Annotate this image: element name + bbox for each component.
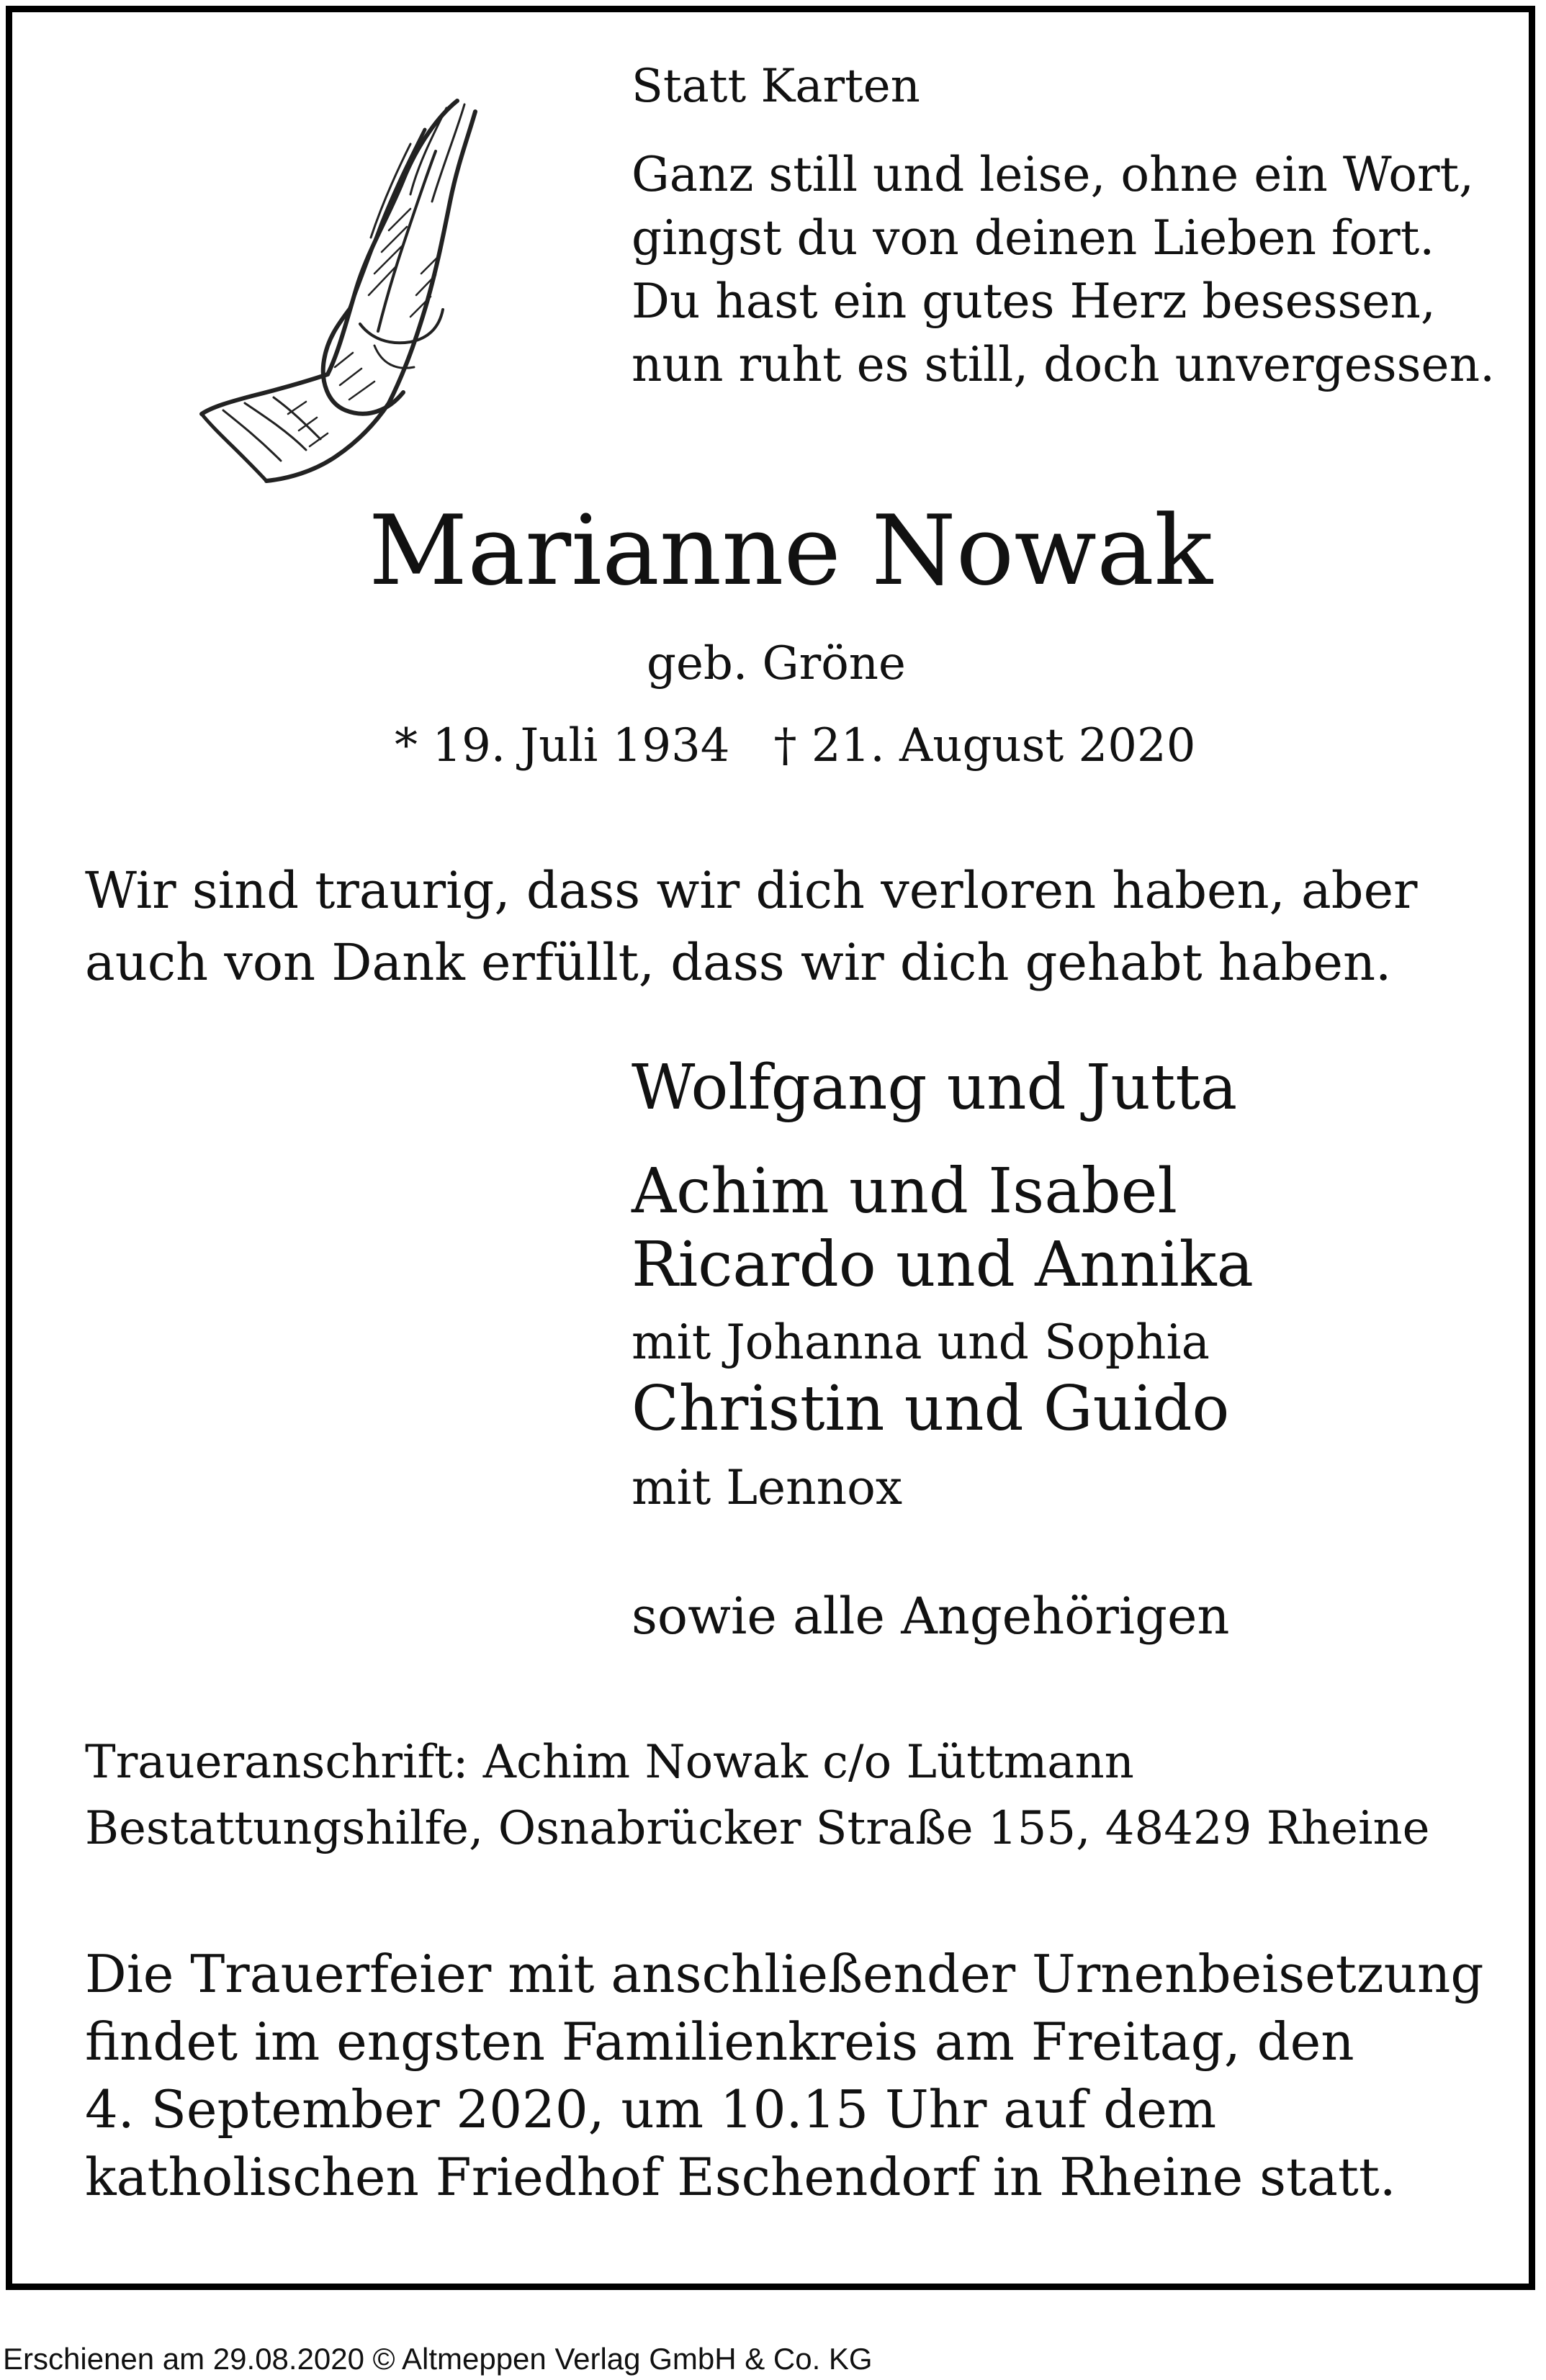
family-group-3: Ricardo und Annika <box>632 1229 1254 1301</box>
ceremony-line-3: 4. September 2020, um 10.15 Uhr auf dem <box>85 2079 1217 2140</box>
poem-line-1: Ganz still und leise, ohne ein Wort, <box>632 147 1475 202</box>
ceremony-line-4: katholischen Friedhof Eschendorf in Rheine statt. <box>85 2147 1396 2207</box>
poem-line-4: nun ruht es still, doch unvergessen. <box>632 337 1496 392</box>
quote-line-1: Wir sind traurig, dass wir dich verloren haben, aber <box>85 861 1418 920</box>
family-group-4-children: mit Lennox <box>632 1460 903 1515</box>
family-group-4: Christin und Guido <box>632 1373 1230 1445</box>
address-line-2: Bestattungshilfe, Osnabrücker Straße 155, 48429 Rheine <box>85 1802 1430 1855</box>
family-group-2: Achim und Isabel <box>632 1155 1178 1227</box>
publication-footer: Erschienen am 29.08.2020 © Altmeppen Verlag GmbH & Co. KG <box>3 2342 873 2376</box>
family-group-1: Wolfgang und Jutta <box>632 1052 1238 1124</box>
address-line-1: Traueranschrift: Achim Nowak c/o Lüttmann <box>85 1736 1134 1789</box>
poem-line-2: gingst du von deinen Lieben fort. <box>632 210 1435 266</box>
ceremony-line-1: Die Trauerfeier mit anschließender Urnenbeisetzung <box>85 1944 1484 2004</box>
poem-line-3: Du hast ein gutes Herz besessen, <box>632 274 1436 329</box>
ceremony-line-2: findet im engsten Familienkreis am Freitag, den <box>85 2011 1354 2072</box>
statt-karten-label: Statt Karten <box>632 60 920 113</box>
life-dates: * 19. Juli 1934 † 21. August 2020 <box>395 719 1196 772</box>
relatives-line: sowie alle Angehörigen <box>632 1587 1230 1646</box>
quote-line-2: auch von Dank erfüllt, dass wir dich gehabt haben. <box>85 933 1392 992</box>
praying-hands-icon <box>173 86 504 497</box>
deceased-name: Marianne Nowak <box>369 495 1213 607</box>
family-group-3-children: mit Johanna und Sophia <box>632 1315 1210 1370</box>
birth-name: geb. Gröne <box>647 637 906 690</box>
